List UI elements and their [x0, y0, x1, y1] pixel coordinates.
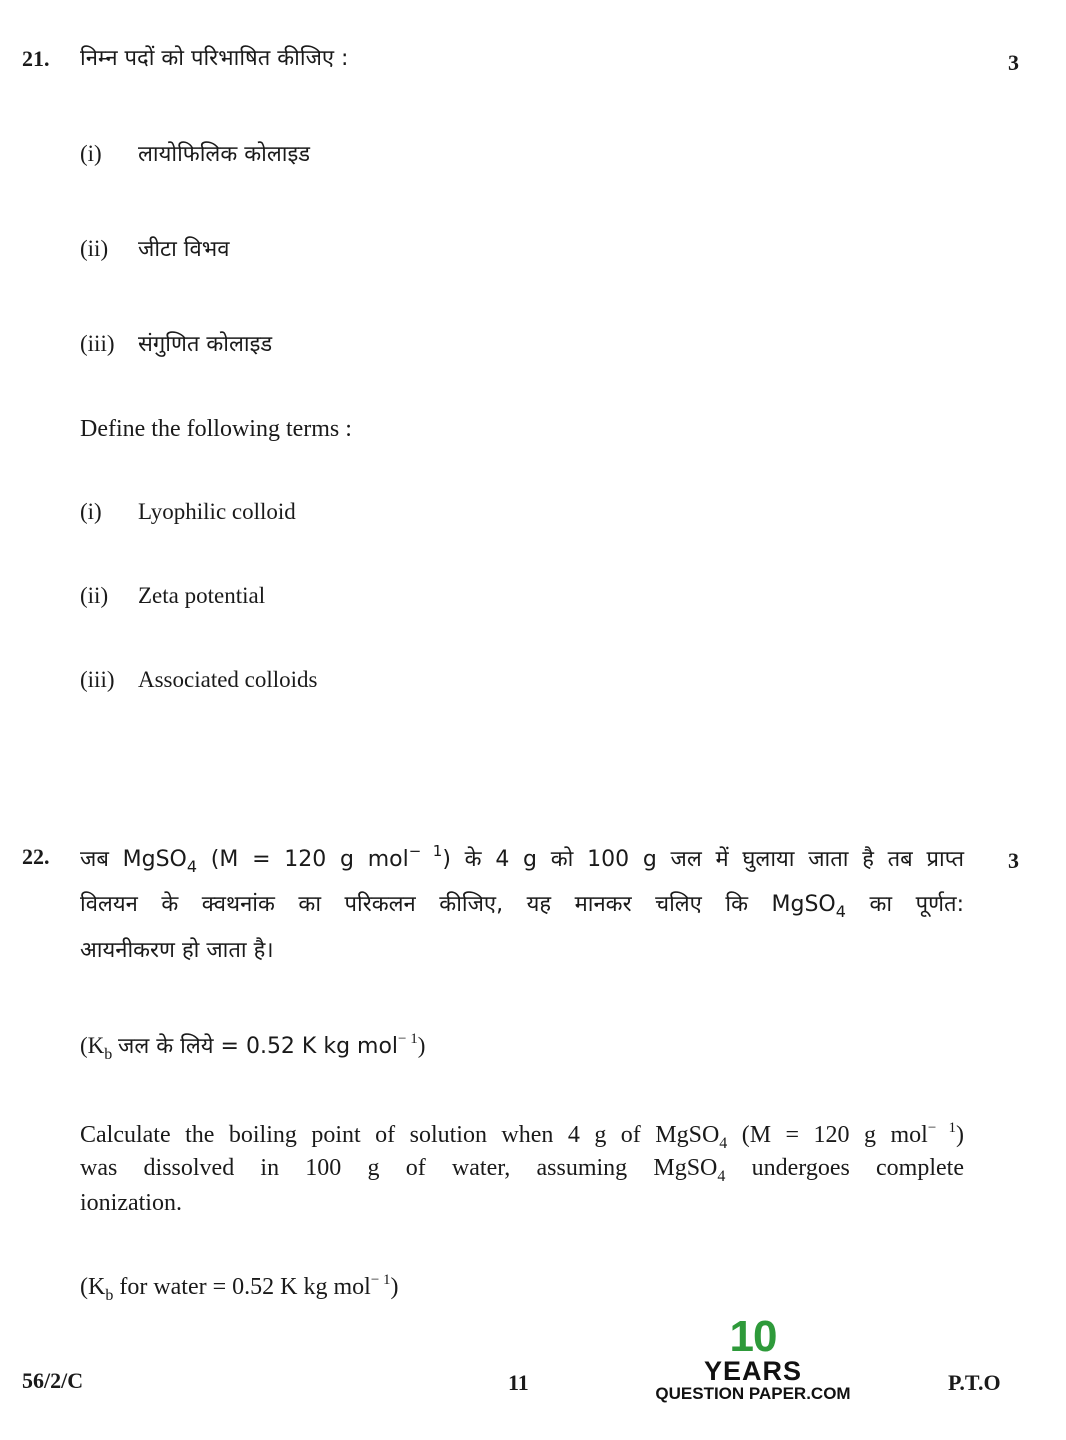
- paper-code: 56/2/C: [22, 1368, 84, 1393]
- site-logo: [650, 1312, 856, 1404]
- q22-english-kb-note: ($K_b$ for water = 0.52 K kg mol$^{- 1}$): [80, 1272, 399, 1304]
- logo-site: QUESTION PAPER.COM: [655, 1384, 851, 1403]
- question-22-marks: 3: [1008, 848, 1019, 873]
- q22-english-line-2: was dissolved in 100 g of water, assuming MgSO$_4$ undergoes complete: [80, 1155, 964, 1185]
- question-21-english-prompt: Define the following terms :: [80, 416, 352, 442]
- q22-hindi-line-2: विलयन के क्वथनांक का परिकलन कीजिए, यह मानकर चलिए कि MgSO$_4$ का पूर्णत:: [80, 892, 964, 921]
- q22-english-line-3: ionization.: [80, 1190, 182, 1216]
- question-21-marks: 3: [1008, 50, 1019, 75]
- q21-hindi-item-3: (iii) संगुणित कोलाइड: [80, 331, 273, 357]
- question-22-number: 22.: [22, 844, 50, 869]
- q21-english-item-3: (iii) Associated colloids: [80, 667, 318, 692]
- question-21-number: 21.: [22, 46, 50, 71]
- q22-hindi-kb-note: ($K_b$ जल के लिये = 0.52 K kg mol$^{- 1}$): [80, 1031, 426, 1063]
- pto-label: P.T.O: [948, 1370, 1001, 1395]
- q22-english-line-1: Calculate the boiling point of solution when 4 g of MgSO$_4$ (M = 120 g mol$^{- 1}$): [80, 1120, 965, 1152]
- q21-english-item-2: (ii) Zeta potential: [80, 583, 266, 608]
- q22-hindi-line-3: आयनीकरण हो जाता है।: [80, 938, 274, 963]
- question-21-hindi-prompt: निम्न पदों को परिभाषित कीजिए :: [80, 46, 349, 71]
- logo-ten: 10: [729, 1312, 777, 1361]
- q21-hindi-item-2: (ii) जीटा विभव: [80, 236, 230, 262]
- page-number: 11: [508, 1370, 529, 1395]
- logo-years: YEARS: [703, 1356, 803, 1386]
- q21-english-item-1: (i) Lyophilic colloid: [80, 499, 296, 524]
- q22-hindi-line-1: जब MgSO$_4$ (M = 120 g mol$^{- 1}$) के 4 g को 100 g जल में घुलाया जाता है तब प्राप्त: [80, 842, 965, 876]
- q21-hindi-item-1: (i) लायोफिलिक कोलाइड: [80, 141, 311, 167]
